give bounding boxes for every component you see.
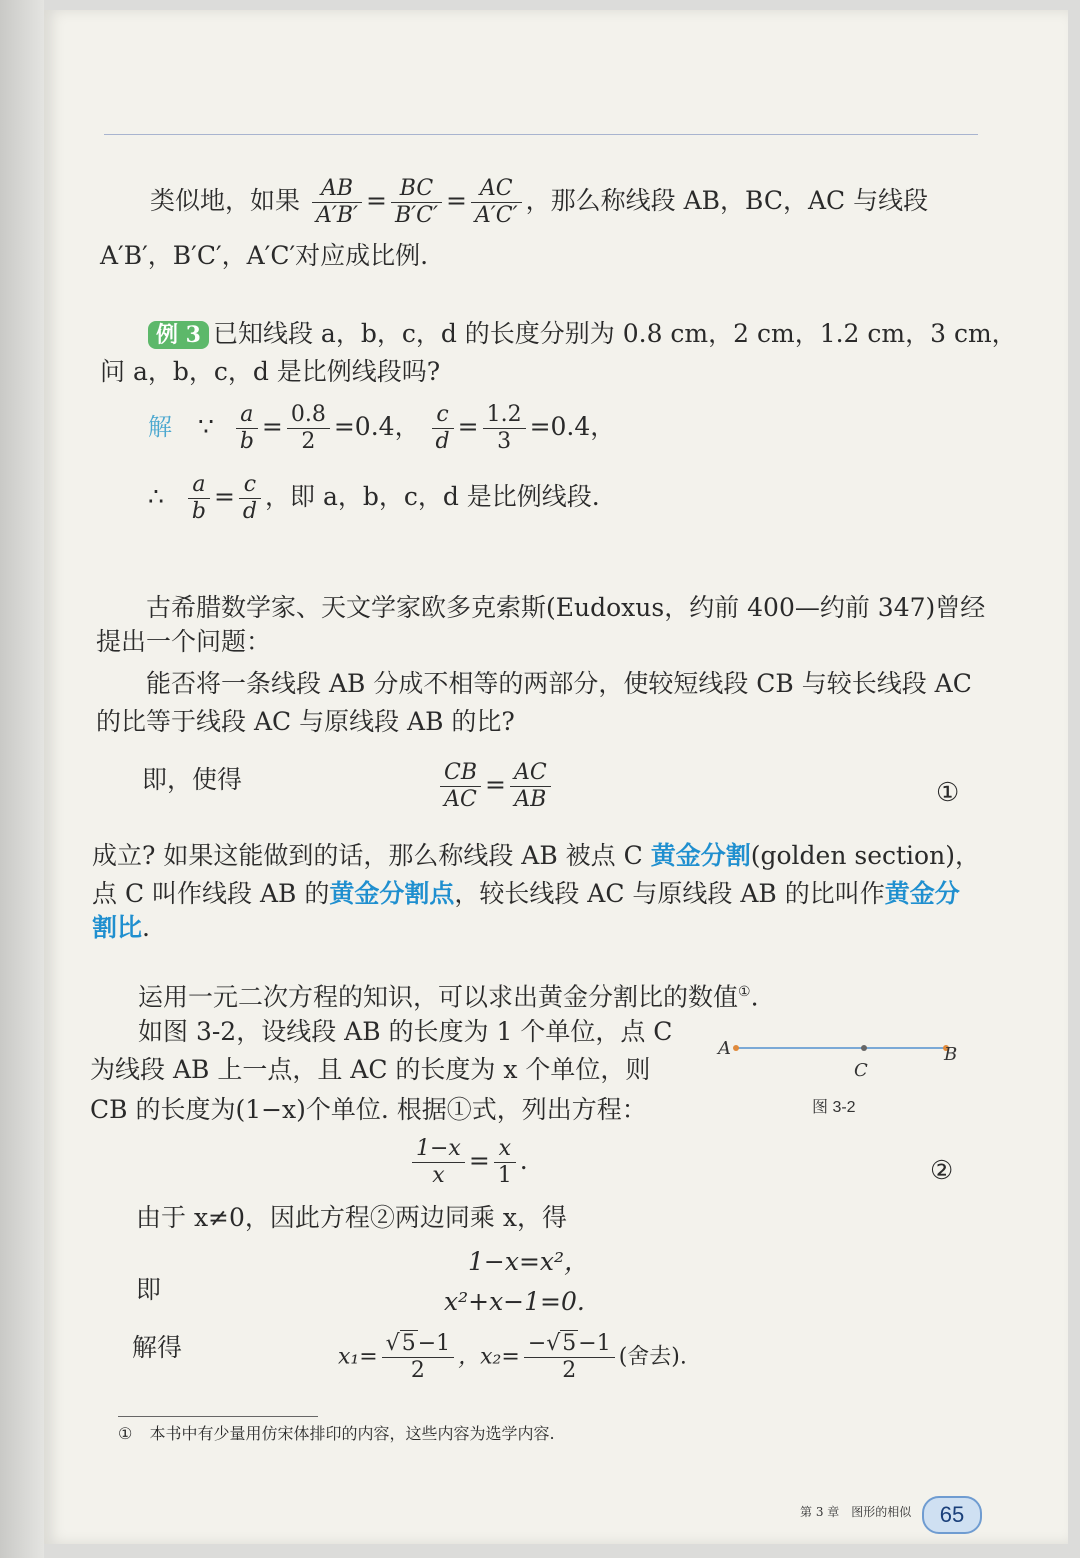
fraction-numerator: 1−x [412,1136,465,1163]
fraction-cb-ac [440,760,481,813]
chapter-label: 第 3 章 图形的相似 [800,1505,912,1519]
derivation-line4: CB 的长度为(1−x)个单位. 根据①式，列出方程： [90,1095,647,1124]
history-ji: 即，使得 [142,765,243,794]
fraction-denominator: d [435,429,450,454]
fraction-denominator: d [242,499,257,524]
fraction-08-2 [287,402,330,455]
x2-label: ，x₂= [458,1344,520,1370]
label-c: C [854,1060,868,1081]
example3-question2: 问 a，b，c，d 是比例线段吗? [100,357,441,386]
history-line3: 能否将一条线段 AB 分成不相等的两部分，使较短线段 CB 与较长线段 AC [146,669,972,698]
definition-line3 [92,912,150,944]
para1-line1: 类似地，如果 $\frac{AB}{A'B'}$ = $\frac{BC}{B'C'}$ = $\frac{AC}{A'C'}$ ，那么称线段 AB，BC，AC 与线段 [150,176,929,228]
fraction-numerator: a [188,472,210,499]
equation-a: 1−x=x²， [468,1247,590,1276]
fraction-numerator: 1.2 [483,402,526,429]
derivation-jiede: 解得 [132,1333,183,1362]
derivation-ji: 即 [136,1275,162,1304]
history-line1: 古希腊数学家、天文学家欧多克索斯(Eudoxus，约前 400—约前 347)曾经 [146,593,986,622]
fraction-1mx-x [412,1136,465,1189]
derivation-line3: 为线段 AB 上一点，且 AC 的长度为 x 个单位，则 [90,1055,651,1084]
definition-line2 [92,878,960,910]
equation-marker-1: ① [936,778,960,808]
header-rule [104,134,978,135]
fraction-denominator: b [191,499,206,524]
footnote-ref: ① [738,984,751,1000]
solution-line1: 解 ∵ $\frac{a}{b}$ = $\frac{0.8}{2}$ =0.4， $\frac{c}{d}$ = $\frac{1.2}{3}$ =0.4， [148,402,616,454]
because-symbol: ∵ [197,412,214,441]
x2-minus: − [527,1331,547,1356]
term-golden-point: 黄金分割点 [329,879,455,908]
x2-numerator-rest: −1 [578,1331,611,1356]
label-b: B [944,1044,958,1065]
book-spine [0,0,44,1558]
golden-formula: $\frac{CB}{AC}$ = $\frac{AC}{AB}$ [436,760,555,813]
fraction-denominator: x [432,1163,445,1188]
fraction-c-d-2 [239,472,261,525]
definition-line1 [92,840,980,872]
fraction-ac [471,176,522,229]
example3-line1 [148,318,1017,350]
rejected-note: (舍去). [618,1344,687,1370]
example-badge: 例 3 [148,321,209,349]
radicand: 5 [401,1331,416,1356]
fraction-denominator: A′C′ [474,203,518,228]
para1-line2: A′B′，B′C′，A′C′对应成比例. [100,241,429,270]
fraction-denominator: 2 [410,1358,425,1383]
fraction-ac-ab [510,760,551,813]
fraction-bc [391,176,442,229]
figure-3-2 [710,1034,970,1124]
solution-line2: ∴ $\frac{a}{b}$ = $\frac{c}{d}$ ，即 a，b，c，d 是比例线段. [148,472,600,524]
fraction-denominator: b [239,429,254,454]
equation-2: $\frac{1-x}{x}$ = $\frac{x}{1}$ . [408,1136,528,1189]
fraction-denominator: B′C′ [394,203,438,228]
fraction-x1: $\frac{√5-1}{2}$ [382,1330,454,1384]
fraction-denominator: A′B′ [315,203,359,228]
fraction-numerator: c [239,472,261,499]
solution-label: 解 [148,413,172,441]
solutions [338,1330,687,1384]
definition-text: . [142,913,150,942]
fraction-a-b [236,402,258,455]
definition-text: 成立? 如果这能做到的话，那么称线段 AB 被点 C [92,841,651,870]
derivation-text: . [750,982,759,1012]
fraction-denominator: 1 [497,1163,512,1188]
footnote [118,1424,555,1444]
example3-question1: 已知线段 a，b，c，d 的长度分别为 0.8 cm，2 cm，1.2 cm，3 cm， [212,319,1017,348]
history-line4: 的比等于线段 AC 与原线段 AB 的比? [96,707,515,736]
label-a: A [718,1038,731,1059]
history-line2: 提出一个问题： [96,627,272,656]
fraction-12-3 [483,402,526,455]
equation-b: x²+x−1=0. [444,1287,585,1316]
fraction-denominator: AC [444,787,477,812]
fraction-c-d [432,402,454,455]
footnote-marker: ① [118,1424,133,1443]
fraction-numerator: CB [440,760,481,787]
derivation-line2: 如图 3-2，设线段 AB 的长度为 1 个单位，点 C [138,1017,673,1046]
eq1-result: =0.4， [333,412,420,441]
derivation-line1 [138,976,759,1013]
fraction-numerator: AC [510,760,551,787]
para1-tail: ，那么称线段 AB，BC，AC 与线段 [525,186,929,215]
fraction-denominator: AB [514,787,547,812]
fraction-numerator: x [494,1136,516,1163]
footnote-rule [118,1416,318,1417]
point-a [733,1045,739,1051]
fraction-numerator: 0.8 [287,402,330,429]
x1-numerator-rest: −1 [417,1331,451,1356]
fraction-numerator: a [236,402,258,429]
radicand: 5 [562,1331,577,1356]
equation-marker-2: ② [930,1156,954,1186]
fraction-a-b-2 [188,472,210,525]
fraction-x2: $\frac{-√5-1}{2}$ [524,1330,615,1384]
footnote-text: 本书中有少量用仿宋体排印的内容，这些内容为选学内容. [149,1424,555,1443]
definition-text: ，较长线段 AC 与原线段 AB 的比叫作 [454,879,885,908]
fraction-numerator: AB [312,176,362,203]
x1-label: x₁= [338,1344,378,1370]
fraction-denominator: 3 [497,429,512,454]
fraction-denominator: 2 [562,1358,577,1383]
definition-text: 点 C 叫作线段 AB 的 [92,879,330,908]
para1-lead: 类似地，如果 [150,186,301,215]
term-golden-section: 黄金分割 [650,841,751,870]
fraction-numerator: BC [391,176,442,203]
term-golden-ratio-cont: 割比 [92,913,143,942]
fraction-numerator: AC [471,176,522,203]
derivation-text: 运用一元二次方程的知识，可以求出黄金分割比的数值 [138,982,739,1012]
fraction-ab [312,176,362,229]
definition-text: (golden section)， [750,841,980,870]
eq2-result: =0.4， [529,412,616,441]
derivation-line5: 由于 x≠0，因此方程②两边同乘 x，得 [136,1203,567,1232]
figure-caption: 图 3-2 [812,1099,856,1116]
fraction-denominator: 2 [301,429,316,454]
conclusion-text: ，即 a，b，c，d 是比例线段. [265,482,600,511]
point-c [861,1045,867,1051]
page-number: 65 [922,1496,982,1534]
term-golden-ratio: 黄金分 [884,879,960,908]
fraction-x-1 [494,1136,516,1189]
fraction-numerator: c [432,402,454,429]
therefore-symbol: ∴ [148,482,164,511]
